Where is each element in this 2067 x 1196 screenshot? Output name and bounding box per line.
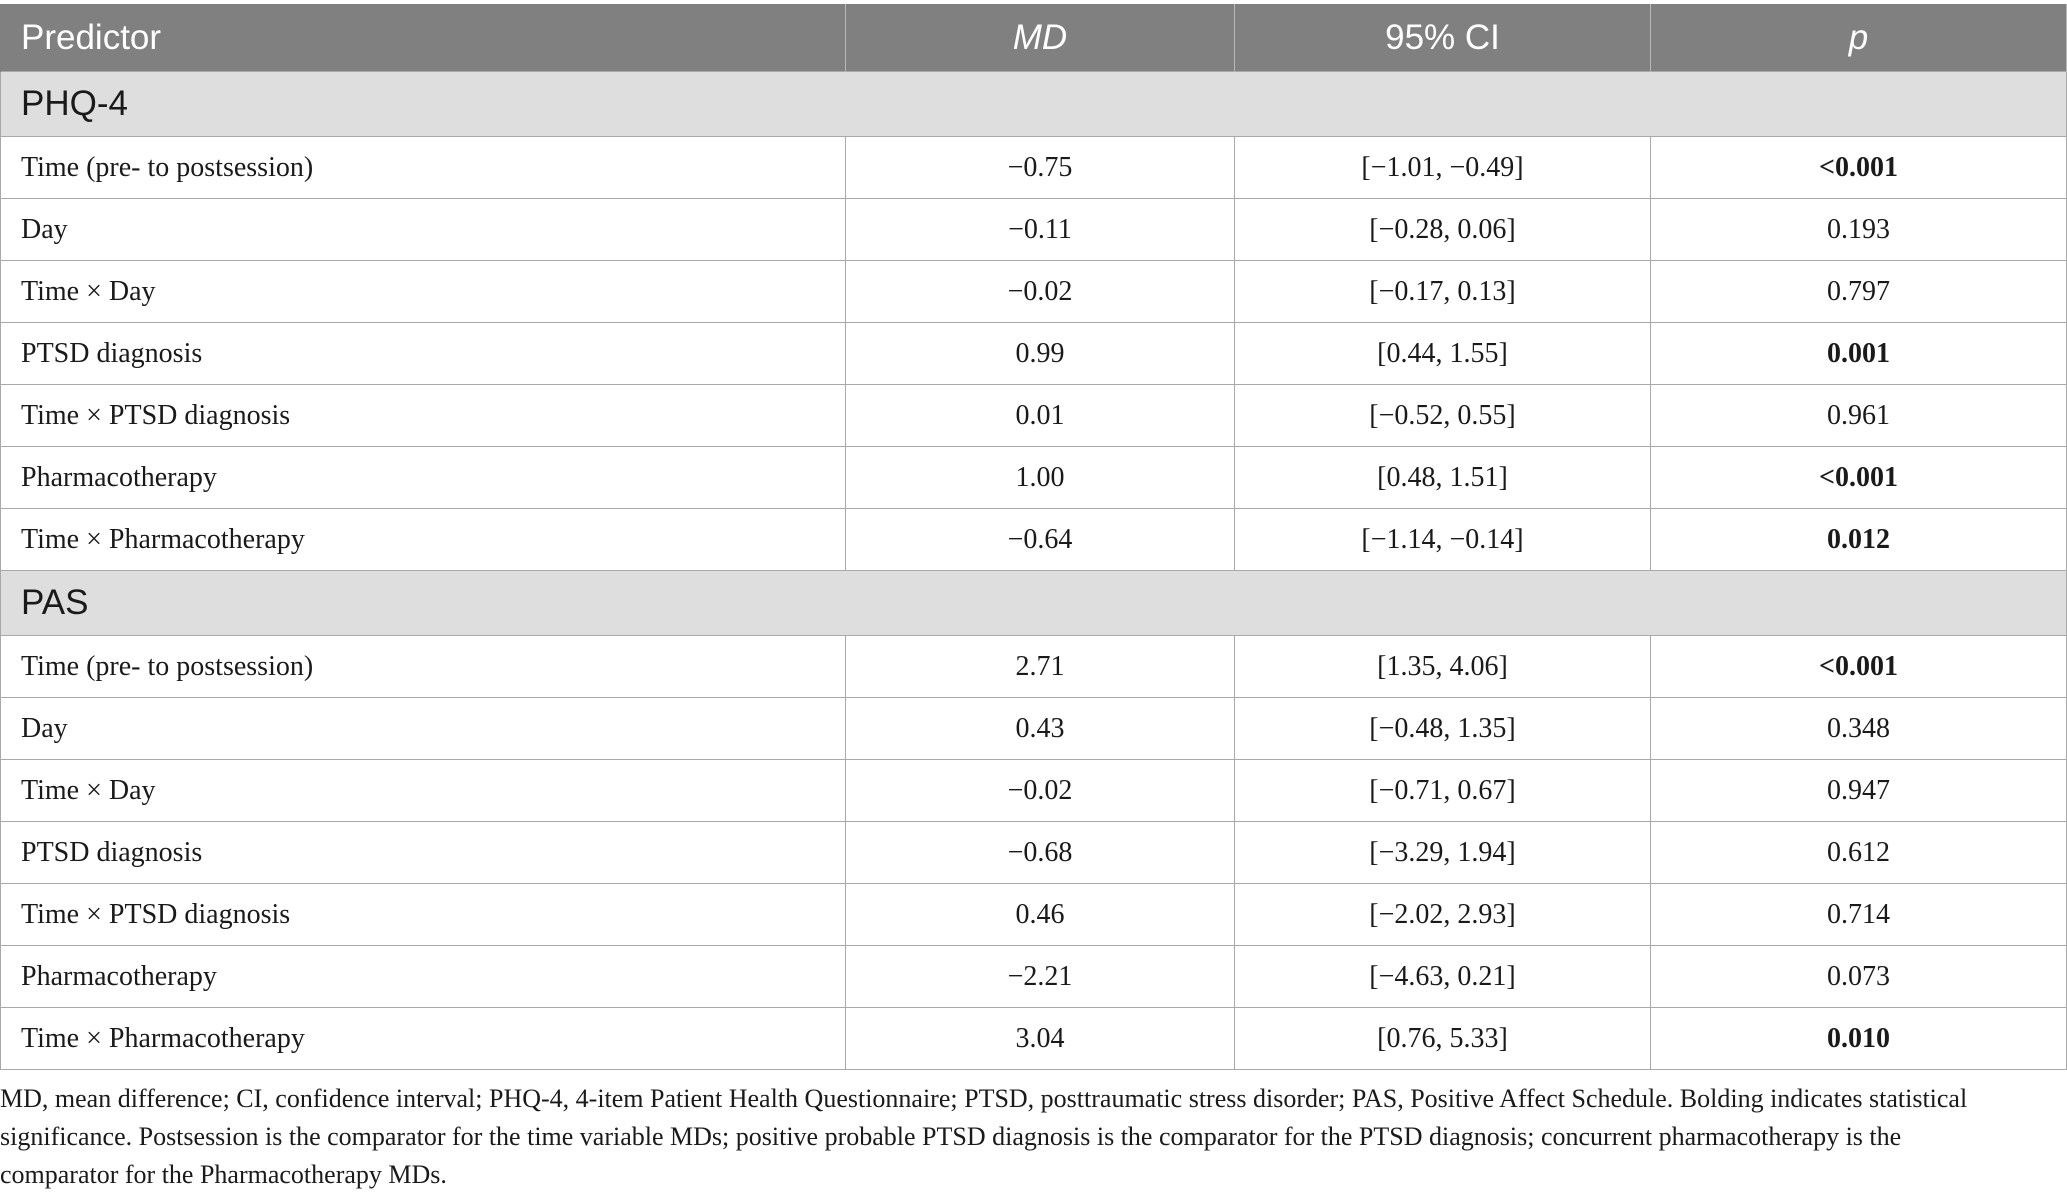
p-value-cell: <0.001	[1651, 447, 2067, 509]
table-row	[1, 884, 2067, 946]
table-row	[1, 822, 2067, 884]
p-value-cell: <0.001	[1651, 636, 2067, 698]
md-cell: −0.75	[846, 137, 1235, 199]
table-row	[1, 261, 2067, 323]
p-value-cell: 0.714	[1651, 884, 2067, 946]
table-body	[1, 72, 2067, 1070]
table-row	[1, 137, 2067, 199]
ci-cell: [−2.02, 2.93]	[1235, 884, 1651, 946]
predictor-cell: Day	[1, 199, 846, 261]
table-footnote: MD, mean difference; CI, confidence interval; PHQ-4, 4-item Patient Health Questionnaire; PTSD, posttraumatic stress disorder; PAS, Positive Affect Schedule. Bolding indicates statistical significance. Postsession is the comparator for the time variable MDs; positive probable PTSD diagnosis is the comparator for the PTSD diagnosis; concurrent pharmacotherapy is the comparator for the Pharmacotherapy MDs.	[0, 1084, 1968, 1189]
p-value-cell: 0.947	[1651, 760, 2067, 822]
predictor-cell: Time × Pharmacotherapy	[1, 1008, 846, 1070]
p-value-cell: 0.797	[1651, 261, 2067, 323]
predictor-cell: Day	[1, 698, 846, 760]
table-row	[1, 1008, 2067, 1070]
predictor-cell: Time × Day	[1, 760, 846, 822]
md-cell: 0.01	[846, 385, 1235, 447]
ci-cell: [−1.14, −0.14]	[1235, 509, 1651, 571]
md-cell: 0.99	[846, 323, 1235, 385]
predictor-cell: Pharmacotherapy	[1, 447, 846, 509]
ci-cell: [−0.17, 0.13]	[1235, 261, 1651, 323]
ci-cell: [0.48, 1.51]	[1235, 447, 1651, 509]
table-row	[1, 760, 2067, 822]
table-row	[1, 323, 2067, 385]
predictor-cell: PTSD diagnosis	[1, 822, 846, 884]
md-cell: −0.02	[846, 760, 1235, 822]
md-cell: 3.04	[846, 1008, 1235, 1070]
table-row	[1, 636, 2067, 698]
column-header-predictor: Predictor	[1, 4, 846, 72]
section-title: PAS	[1, 571, 2067, 636]
ci-cell: [−4.63, 0.21]	[1235, 946, 1651, 1008]
md-cell: −0.68	[846, 822, 1235, 884]
table-row	[1, 385, 2067, 447]
ci-cell: [1.35, 4.06]	[1235, 636, 1651, 698]
md-cell: −0.02	[846, 261, 1235, 323]
p-value-cell: 0.001	[1651, 323, 2067, 385]
table-row	[1, 199, 2067, 261]
column-header-p: p	[1651, 4, 2067, 72]
section-header-row	[1, 72, 2067, 137]
ci-cell: [−0.71, 0.67]	[1235, 760, 1651, 822]
p-value-cell: <0.001	[1651, 137, 2067, 199]
p-value-cell: 0.010	[1651, 1008, 2067, 1070]
ci-cell: [−3.29, 1.94]	[1235, 822, 1651, 884]
ci-cell: [−0.28, 0.06]	[1235, 199, 1651, 261]
table-row	[1, 946, 2067, 1008]
section-header-row	[1, 571, 2067, 636]
p-value-cell: 0.012	[1651, 509, 2067, 571]
table-row	[1, 698, 2067, 760]
p-value-cell: 0.612	[1651, 822, 2067, 884]
results-table-container	[0, 4, 2066, 1189]
p-value-cell: 0.073	[1651, 946, 2067, 1008]
predictor-cell: Time (pre- to postsession)	[1, 636, 846, 698]
column-header-ci: 95% CI	[1235, 4, 1651, 72]
predictor-cell: Time × Day	[1, 261, 846, 323]
p-value-cell: 0.193	[1651, 199, 2067, 261]
table-row	[1, 447, 2067, 509]
section-title: PHQ-4	[1, 72, 2067, 137]
ci-cell: [0.76, 5.33]	[1235, 1008, 1651, 1070]
md-cell: 0.46	[846, 884, 1235, 946]
results-table	[0, 4, 2067, 1070]
p-value-cell: 0.348	[1651, 698, 2067, 760]
table-header-row	[1, 4, 2067, 72]
md-cell: 1.00	[846, 447, 1235, 509]
predictor-cell: Pharmacotherapy	[1, 946, 846, 1008]
p-value-cell: 0.961	[1651, 385, 2067, 447]
ci-cell: [−0.48, 1.35]	[1235, 698, 1651, 760]
md-cell: −0.64	[846, 509, 1235, 571]
table-row	[1, 509, 2067, 571]
ci-cell: [0.44, 1.55]	[1235, 323, 1651, 385]
ci-cell: [−1.01, −0.49]	[1235, 137, 1651, 199]
column-header-md: MD	[846, 4, 1235, 72]
predictor-cell: Time (pre- to postsession)	[1, 137, 846, 199]
predictor-cell: Time × PTSD diagnosis	[1, 385, 846, 447]
ci-cell: [−0.52, 0.55]	[1235, 385, 1651, 447]
md-cell: −0.11	[846, 199, 1235, 261]
md-cell: 0.43	[846, 698, 1235, 760]
predictor-cell: PTSD diagnosis	[1, 323, 846, 385]
predictor-cell: Time × PTSD diagnosis	[1, 884, 846, 946]
predictor-cell: Time × Pharmacotherapy	[1, 509, 846, 571]
md-cell: 2.71	[846, 636, 1235, 698]
md-cell: −2.21	[846, 946, 1235, 1008]
